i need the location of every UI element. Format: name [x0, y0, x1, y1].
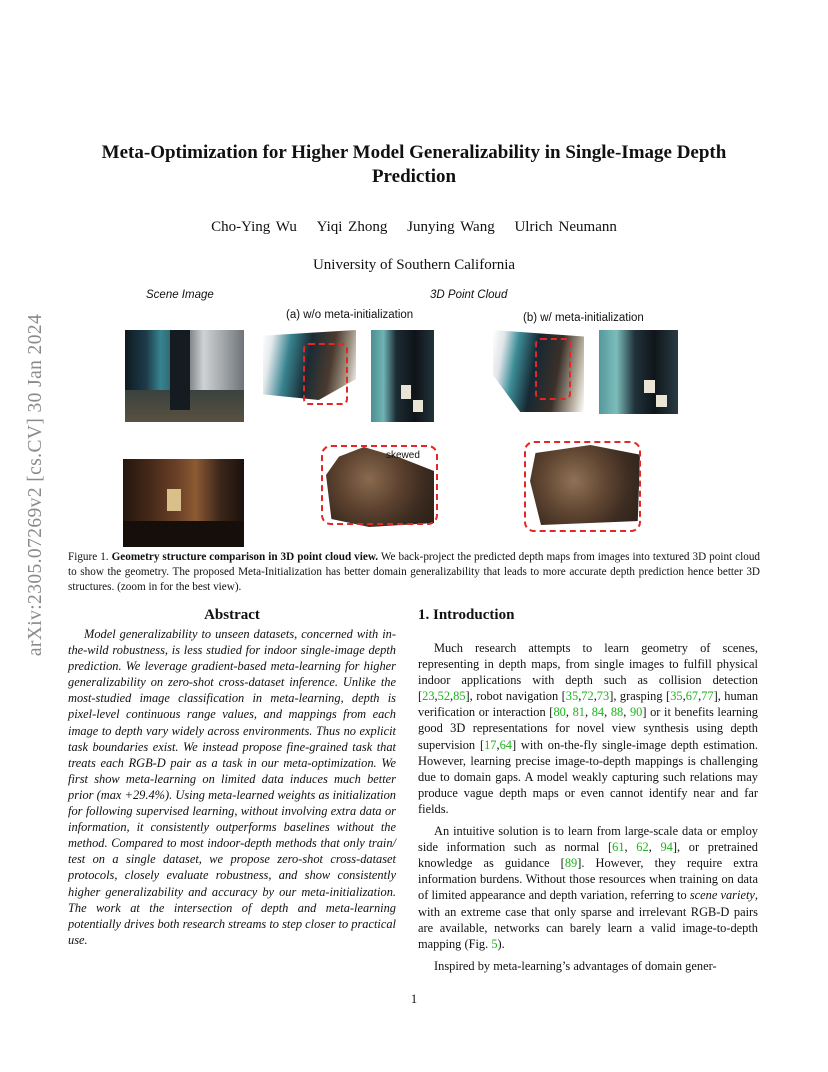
cloud-detail	[644, 380, 655, 393]
intro-text: Much research attempts to learn geometry of scenes, representing in depth maps, from single images to fulfill physical indoor applications with depth such as collision detection [	[418, 641, 758, 704]
citation-link[interactable]: 80	[553, 705, 566, 720]
intro-text: ,	[698, 689, 702, 704]
citation-link[interactable]: 73	[596, 689, 610, 704]
intro-text: ,	[682, 689, 686, 704]
intro-heading: 1. Introduction	[418, 607, 515, 623]
caption-bold: Geometry structure comparison in 3D point cloud view.	[111, 551, 379, 563]
intro-emphasis: scene variety	[689, 888, 755, 903]
label-skewed: skewed	[386, 450, 420, 461]
point-cloud-with-meta-view2	[599, 330, 678, 414]
intro-text: An intuitive solution is to learn from large-scale data or employ side information such as normal [	[418, 824, 758, 855]
scene-window	[167, 489, 181, 511]
scene-floor	[123, 521, 244, 547]
highlight-box-b-bottom	[524, 441, 641, 532]
intro-paragraph-1	[418, 640, 758, 817]
caption-text: We back-project the predicted depth maps from images into textured 3D point cloud to show the geometry. The proposed Meta-Initialization has better domain generalizability that leads to more accurate depth prediction hence better 3D structures. (zoom in for the best view).	[68, 551, 761, 594]
citation-link[interactable]: 89	[564, 856, 578, 871]
cloud-detail	[401, 385, 411, 399]
citation-link[interactable]: 77	[701, 689, 714, 704]
intro-text: ,	[450, 689, 454, 704]
intro-text: ] with on-the-fly single-image depth estimation. However, learning precise image-to-depth mappings is challenging due to domain gaps. A model weakly capturing such relations may produce vague depth maps or even cannot identify near and far fields.	[418, 737, 758, 816]
author-name: Ulrich Neumann	[514, 219, 617, 235]
abstract-text: Model generalizability to unseen datasets, concerned with in-the-wild robustness, is less studied for indoor single-image depth prediction. We leverage gradient-based meta-learning for higher generalizability on zero-shot cross-dataset inference. Unlike the most-studied image classification in meta-learning, depth is pixel-level continuous range values, and mappings from each image to depth vary widely across environments. Thus no explicit task boundaries exist. We instead propose fine-grained task that treats each RGB-D pair as a task in our meta-optimization. We first show meta-learning on limited data induces much better prior (max +29.4%). Using meta-learned weights as initialization for following supervised learning, without involving extra data or information, it consistently outperforms baselines without the method. Compared to most indoor-depth methods that only train/ test on a single dataset, we propose zero-shot cross-dataset protocols, closely evaluate robustness, and show consistently higher generalizability and accuracy by our meta-initialization. The work at the intersection of depth and meta-learning potentially drives both research streams to step closer to practical use.	[68, 627, 396, 947]
intro-text: ,	[584, 705, 592, 720]
page-number: 1	[410, 992, 418, 1006]
citation-link[interactable]: 35	[670, 689, 683, 704]
intro-text: ,	[578, 689, 582, 704]
label-3d-point-cloud: 3D Point Cloud	[430, 289, 508, 301]
citation-link[interactable]: 90	[629, 705, 643, 720]
citation-link[interactable]: 88	[610, 705, 624, 720]
intro-text: ,	[565, 705, 573, 720]
intro-text: ,	[593, 689, 597, 704]
author-name: Junying Wang	[407, 219, 495, 235]
citation-link[interactable]: 81	[572, 705, 585, 720]
citation-link[interactable]: 62	[636, 840, 649, 855]
author-name: Cho-Ying Wu	[211, 219, 297, 235]
highlight-box-a-top	[303, 343, 348, 405]
intro-text: ,	[496, 737, 500, 752]
citation-link[interactable]: 84	[591, 705, 605, 720]
intro-text: ,	[624, 840, 637, 855]
intro-text: ,	[434, 689, 438, 704]
scene-image-living-room	[123, 459, 244, 547]
intro-text: ] or it benefits learning good 3D representations for novel view synthesis using depth supervision [	[418, 705, 758, 752]
citation-link[interactable]: 61	[612, 840, 625, 855]
highlight-box-a-bottom	[321, 445, 438, 525]
intro-body	[418, 640, 758, 980]
scene-shelf	[170, 330, 190, 410]
cloud-detail	[413, 400, 423, 412]
intro-text: ,	[623, 705, 630, 720]
author-list	[70, 219, 758, 236]
citation-link[interactable]: 85	[453, 689, 466, 704]
figure-caption	[68, 550, 760, 596]
intro-text: ], grasping [	[609, 689, 671, 704]
cloud-detail	[656, 395, 667, 407]
caption-prefix: Figure 1.	[68, 551, 109, 563]
arxiv-id: arXiv:2305.07269v2 [cs.CV] 30 Jan 2024	[25, 313, 46, 657]
intro-text: ], human verification or interaction [	[418, 689, 759, 720]
label-without-meta-init: (a) w/o meta-initialization	[286, 309, 414, 321]
label-scene-image: Scene Image	[146, 289, 214, 301]
intro-text: ,	[648, 840, 661, 855]
citation-link[interactable]: 94	[660, 840, 673, 855]
highlight-box-b-top	[535, 338, 571, 400]
point-cloud-without-meta-view2	[371, 330, 434, 422]
intro-text: ).	[497, 936, 505, 951]
intro-paragraph-3: Inspired by meta-learning’s advantages of domain gener-	[434, 958, 717, 973]
intro-text: ]. However, they require extra information burdens. Without those resources when training on data of limited appearance and depth variation, referring to	[418, 856, 758, 903]
intro-text: ,	[604, 705, 611, 720]
paper-title: Meta-Optimization for Higher Model Generalizability in Single-Image Depth Prediction	[101, 142, 727, 187]
figure-1	[60, 285, 760, 547]
citation-link[interactable]: 67	[685, 689, 699, 704]
scene-image-bedroom	[125, 330, 244, 422]
citation-link[interactable]: 52	[437, 689, 451, 704]
citation-link[interactable]: 35	[565, 689, 579, 704]
affiliation: University of Southern California	[312, 257, 516, 273]
author-name: Yiqi Zhong	[316, 219, 388, 235]
arxiv-sidebar-stamp	[14, 290, 58, 680]
intro-text: ], or pretrained knowledge as guidance [	[418, 840, 758, 871]
citation-link[interactable]: 17	[484, 737, 497, 752]
intro-text: ], robot navigation [	[465, 689, 566, 704]
figure-reference-link[interactable]: 5	[491, 936, 498, 951]
intro-text: , with an extreme case that only sparse and irrelevant RGB-D pairs are available, networks can barely learn a valid image-to-depth mapping (Fig.	[418, 888, 758, 951]
citation-link[interactable]: 64	[499, 737, 512, 752]
label-with-meta-init: (b) w/ meta-initialization	[523, 312, 644, 324]
abstract-heading: Abstract	[204, 607, 260, 623]
abstract-body	[68, 626, 396, 948]
intro-paragraph-2	[418, 823, 758, 952]
citation-link[interactable]: 72	[581, 689, 594, 704]
citation-link[interactable]: 23	[422, 689, 435, 704]
